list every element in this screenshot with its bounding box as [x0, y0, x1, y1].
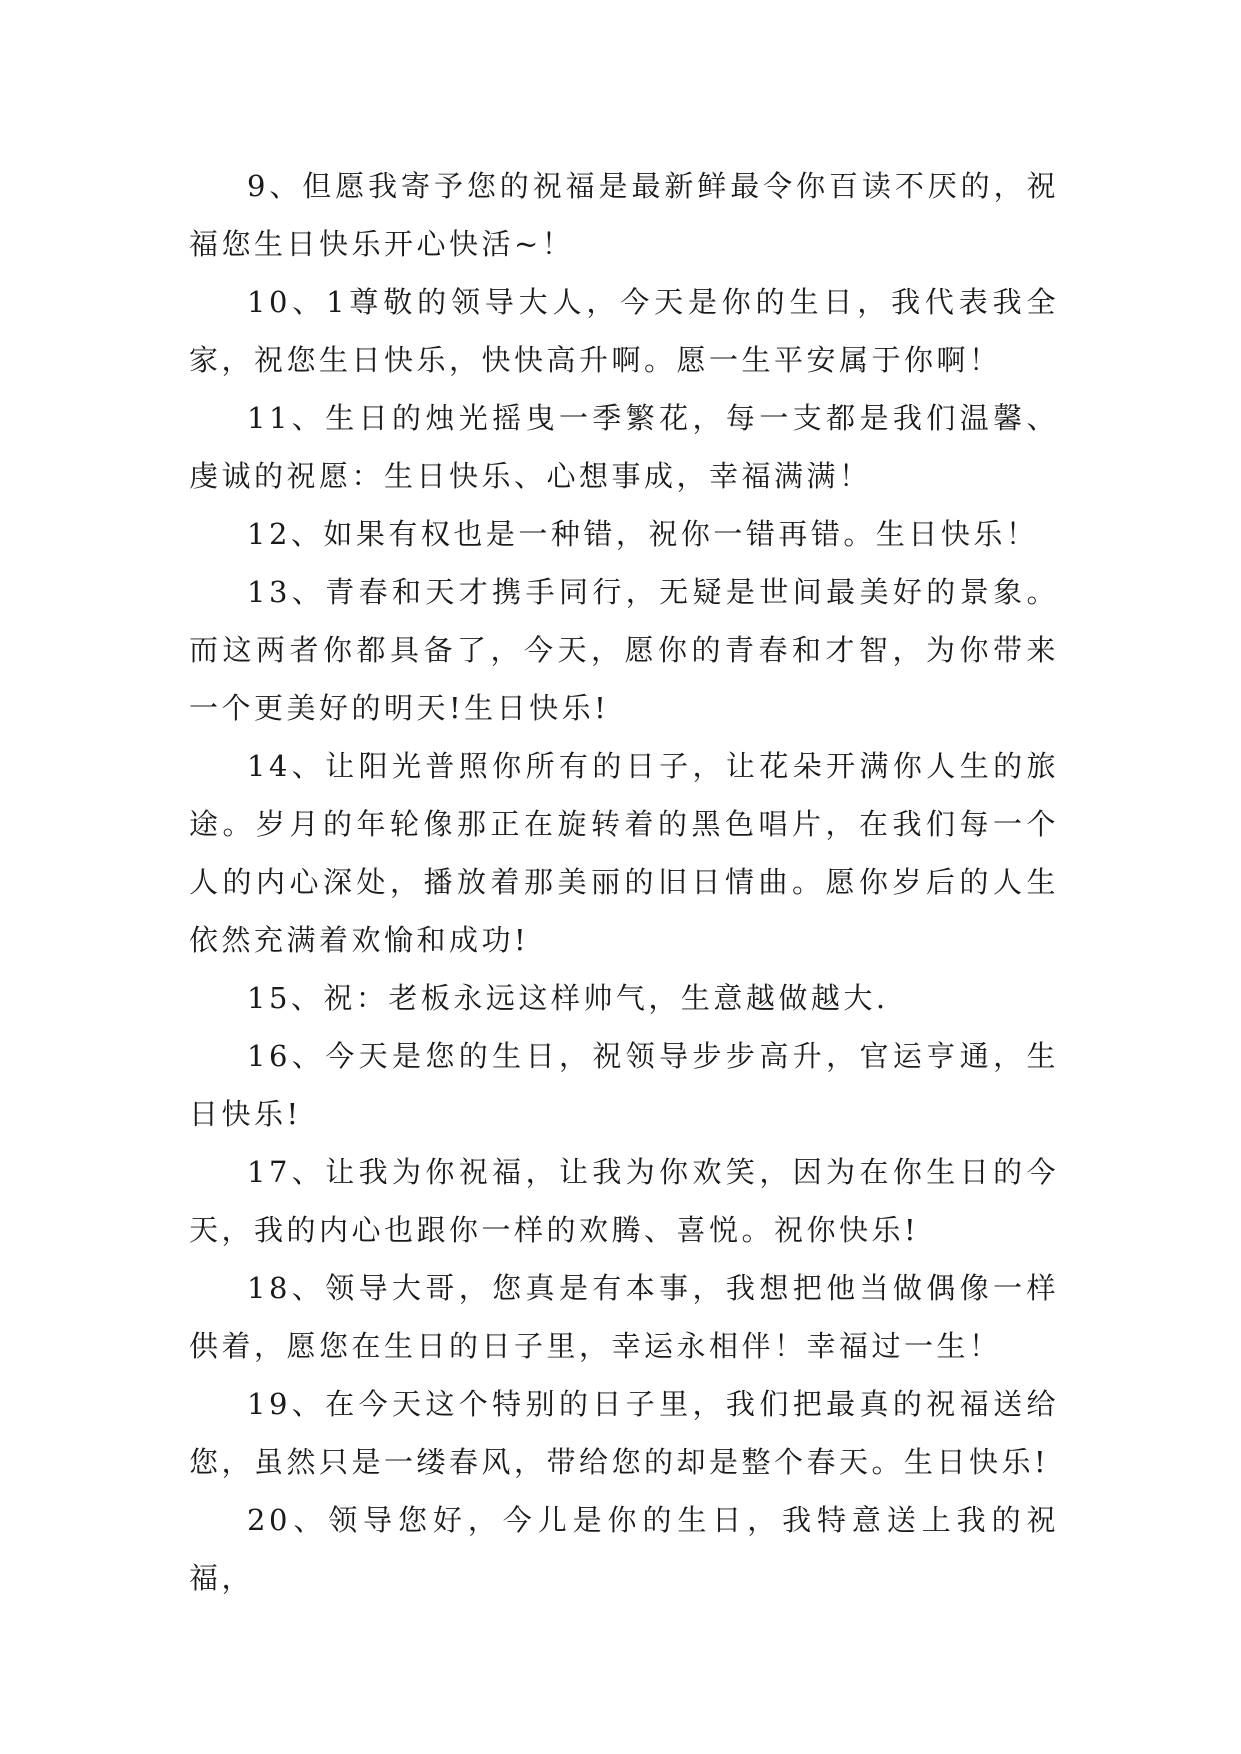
document-body [189, 157, 1059, 1607]
wish-paragraph-20: 20、领导您好，今儿是你的生日，我特意送上我的祝福， [189, 1503, 1059, 1595]
wish-paragraph-11: 11、生日的烛光摇曳一季繁花，每一支都是我们温馨、虔诚的祝愿：生日快乐、心想事成，幸福满满！ [189, 401, 1059, 493]
wish-paragraph-14: 14、让阳光普照你所有的日子，让花朵开满你人生的旅途。岁月的年轮像那正在旋转着的黑色唱片，在我们每一个人的内心深处，播放着那美丽的旧日情曲。愿你岁后的人生依然充满着欢愉和成功! [189, 749, 1059, 957]
wish-paragraph-18: 18、领导大哥，您真是有本事，我想把他当做偶像一样供着，愿您在生日的日子里，幸运永相伴！幸福过一生！ [189, 1271, 1059, 1363]
wish-paragraph-17: 17、让我为你祝福，让我为你欢笑，因为在你生日的今天，我的内心也跟你一样的欢腾、喜悦。祝你快乐! [189, 1155, 1059, 1247]
wish-paragraph-15: 15、祝：老板永远这样帅气，生意越做越大. [247, 981, 889, 1015]
wish-paragraph-10: 10、1尊敬的领导大人，今天是你的生日，我代表我全家，祝您生日快乐，快快高升啊。愿一生平安属于你啊！ [189, 285, 1059, 377]
wish-paragraph-16: 16、今天是您的生日，祝领导步步高升，官运亨通，生日快乐! [189, 1039, 1059, 1131]
wish-paragraph-13: 13、青春和天才携手同行，无疑是世间最美好的景象。而这两者你都具备了，今天，愿你的青春和才智，为你带来一个更美好的明天!生日快乐! [189, 575, 1059, 725]
wish-paragraph-19: 19、在今天这个特别的日子里，我们把最真的祝福送给您，虽然只是一缕春风，带给您的却是整个春天。生日快乐! [189, 1387, 1059, 1479]
wish-paragraph-12: 12、如果有权也是一种错，祝你一错再错。生日快乐！ [247, 517, 1039, 551]
wish-paragraph-9: 9、但愿我寄予您的祝福是最新鲜最令你百读不厌的，祝福您生日快乐开心快活~！ [189, 169, 1059, 261]
